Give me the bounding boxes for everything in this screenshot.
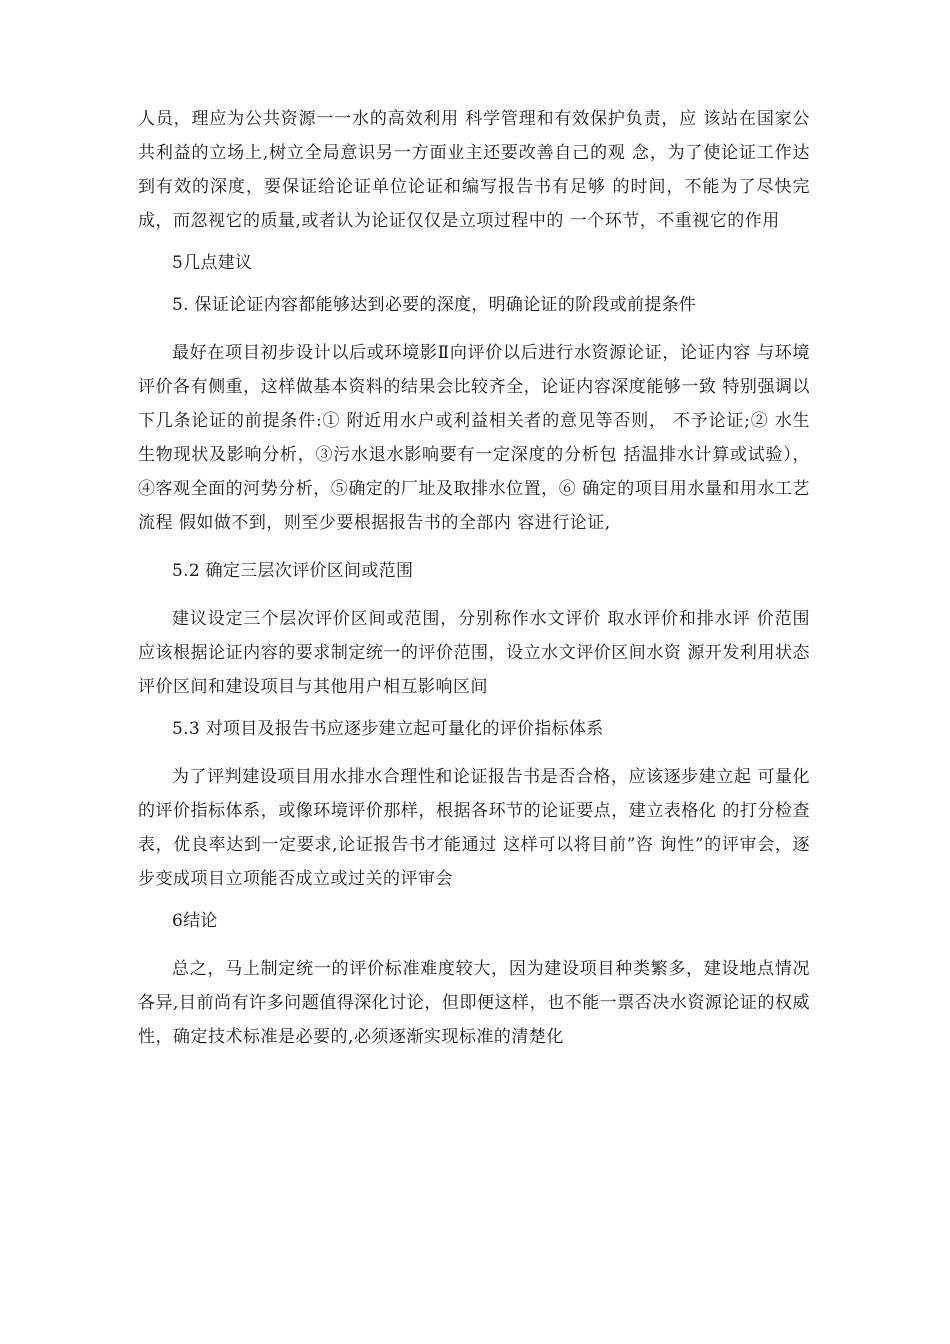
paragraph-5-1: 最好在项目初步设计以后或环境影Ⅱ向评价以后进行水资源论证，论证内容 与环境评价各有侧重，这样做基本资料的结果会比较齐全，论证内容深度能够一致 特别强调以下几条论证的前提条件:① 附近用水户或利益相关者的意见等否则， 不予论证;② 水生生物现状及影响分析，③污水退水影响要有一定深度的分析包 括温排水计算或试验），④客观全面的河势分析，⑤确定的厂址及取排水位置，⑥ 确定的项目用水量和用水工艺流程 假如做不到，则至少要根据报告书的全部内 容进行论证, bbox=[138, 343, 810, 533]
subsection-heading-5-2: 5.2 确定三层次评价区间或范围 bbox=[172, 561, 414, 581]
paragraph-6: 总之，马上制定统一的评价标准难度较大，因为建设项目种类繁多，建设地点情况各异,目前尚有许多问题值得深化讨论，但即便这样，也不能一票否决水资源论证的权威性，确定技术标准是必要的,必须逐渐实现标准的清楚化 bbox=[138, 959, 810, 1047]
document-body bbox=[138, 102, 810, 1054]
spacer bbox=[138, 540, 810, 554]
spacer bbox=[138, 896, 810, 904]
spacer bbox=[138, 322, 810, 336]
spacer bbox=[138, 938, 810, 952]
paragraph-intro: 人员，理应为公共资源一一水的高效利用 科学管理和有效保护负责，应 该站在国家公共利益的立场上,树立全局意识另一方面业主还要改善自己的观 念，为了使论证工作达到有效的深度，要保证给论证单位论证和编写报告书有足够 的时间，不能为了尽快完成，而忽视它的质量,或者认为论证仅仅是立项过程中的 一个环节，不重视它的作用 bbox=[138, 109, 810, 231]
spacer bbox=[138, 704, 810, 712]
paragraph-5-2: 建议设定三个层次评价区间或范围，分别称作水文评价 取水评价和排水评 价范围应该根据论证内容的要求制定统一的评价范围，设立水文评价区间水资 源开发利用状态评价区间和建设项目与其他用户相互影响区间 bbox=[138, 609, 810, 697]
spacer bbox=[138, 588, 810, 602]
spacer bbox=[138, 280, 810, 288]
section-heading-5: 5几点建议 bbox=[172, 253, 253, 273]
subsection-heading-5-3: 5.3 对项目及报告书应逐步建立起可量化的评价指标体系 bbox=[172, 719, 604, 739]
spacer bbox=[138, 238, 810, 246]
subsection-heading-5-1: 5. 保证论证内容都能够达到必要的深度，明确论证的阶段或前提条件 bbox=[172, 295, 697, 315]
spacer bbox=[138, 746, 810, 760]
paragraph-5-3: 为了评判建设项目用水排水合理性和论证报告书是否合格，应该逐步建立起 可量化的评价指标体系，或像环境评价那样，根据各环节的论证要点，建立表格化 的打分检查表，优良率达到一定要求,论证报告书才能通过 这样可以将目前”咨 询性”的评审会，逐步变成项目立项能否成立或过关的评审会 bbox=[138, 767, 810, 889]
section-heading-6: 6结论 bbox=[172, 911, 218, 931]
